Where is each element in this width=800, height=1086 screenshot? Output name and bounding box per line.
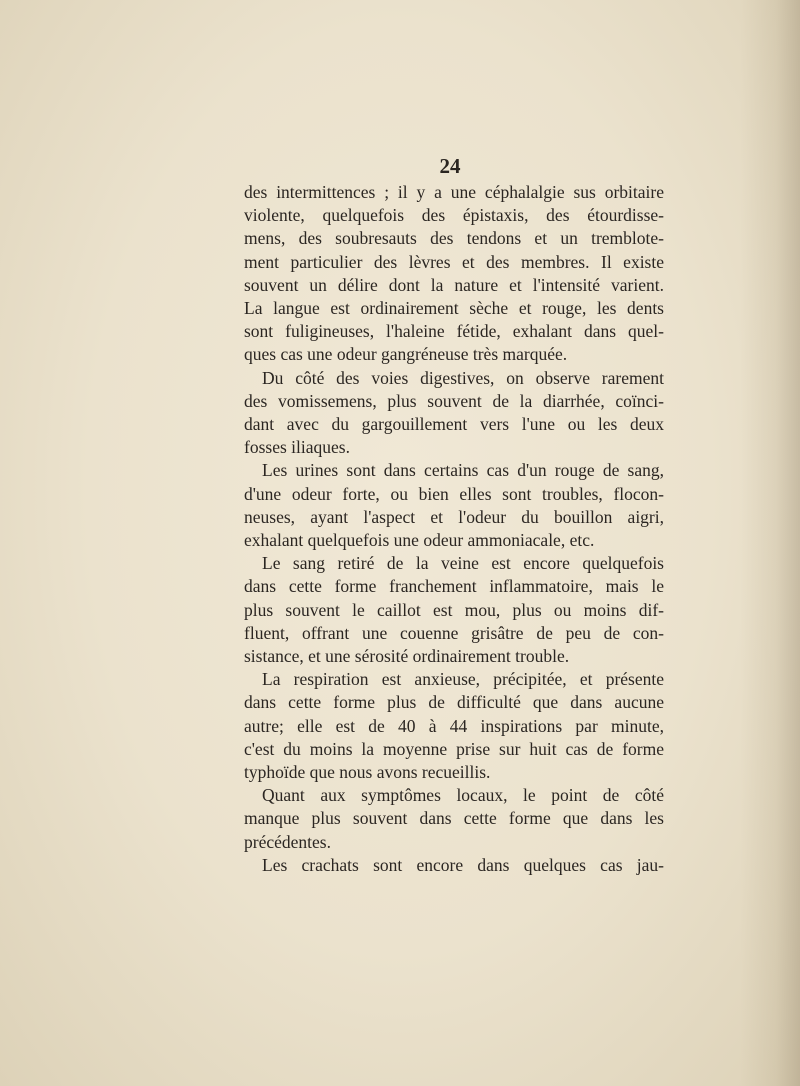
text-line: dans cette forme plus de difficulté que dans aucune bbox=[244, 692, 664, 713]
text-line: La respiration est anxieuse, précipitée, et présente bbox=[262, 669, 664, 690]
text-line: d'une odeur forte, ou bien elles sont troubles, flocon- bbox=[244, 483, 664, 504]
text-line: plus souvent le caillot est mou, plus ou moins dif- bbox=[244, 599, 664, 620]
text-line: Quant aux symptômes locaux, le point de côté bbox=[262, 785, 664, 806]
text-line: sistance, et une sérosité ordinairement trouble. bbox=[244, 646, 570, 667]
paragraph bbox=[244, 668, 664, 784]
text-line: exhalant quelquefois une odeur ammoniacale, etc. bbox=[244, 530, 595, 551]
text-line: souvent un délire dont la nature et l'intensité varient. bbox=[244, 274, 664, 295]
paragraph bbox=[244, 367, 664, 460]
text-line: fluent, offrant une couenne grisâtre de peu de con- bbox=[244, 622, 664, 643]
text-line: des vomissemens, plus souvent de la diarrhée, coïnci- bbox=[244, 390, 664, 411]
text-line: autre; elle est de 40 à 44 inspirations par minute, bbox=[244, 715, 664, 736]
text-line: mens, des soubresauts des tendons et un tremblote- bbox=[244, 228, 664, 249]
text-line: Le sang retiré de la veine est encore quelquefois bbox=[262, 553, 664, 574]
paragraph bbox=[244, 784, 664, 854]
text-line: manque plus souvent dans cette forme que dans les bbox=[244, 808, 664, 829]
paragraph bbox=[244, 181, 664, 367]
page-number: 24 bbox=[439, 154, 461, 178]
text-line: c'est du moins la moyenne prise sur huit cas de forme bbox=[244, 738, 664, 759]
text-line: ques cas une odeur gangréneuse très marquée. bbox=[244, 344, 568, 365]
text-line: Du côté des voies digestives, on observe rarement bbox=[262, 367, 664, 388]
text-line: sont fuligineuses, l'haleine fétide, exhalant dans quel- bbox=[244, 321, 664, 342]
text-line: La langue est ordinairement sèche et rouge, les dents bbox=[244, 298, 664, 319]
text-line: typhoïde que nous avons recueillis. bbox=[244, 762, 491, 783]
text-line: Les crachats sont encore dans quelques cas jau- bbox=[262, 854, 664, 875]
text-line: Les urines sont dans certains cas d'un rouge de sang, bbox=[262, 460, 664, 481]
text-line: précédentes. bbox=[244, 831, 331, 852]
paragraph bbox=[244, 459, 664, 552]
paragraph bbox=[244, 854, 664, 877]
text-line: neuses, ayant l'aspect et l'odeur du bouillon aigri, bbox=[244, 506, 664, 527]
text-line: violente, quelquefois des épistaxis, des étourdisse- bbox=[244, 205, 664, 226]
text-line: dant avec du gargouillement vers l'une ou les deux bbox=[244, 414, 664, 435]
paragraph bbox=[244, 552, 664, 668]
text-line: des intermittences ; il y a une céphalalgie sus orbitaire bbox=[244, 182, 664, 202]
text-line: ment particulier des lèvres et des membres. Il existe bbox=[244, 251, 664, 272]
body-text bbox=[244, 181, 664, 877]
text-line: dans cette forme franchement inflammatoire, mais le bbox=[244, 576, 664, 597]
text-line: fosses iliaques. bbox=[244, 437, 350, 458]
